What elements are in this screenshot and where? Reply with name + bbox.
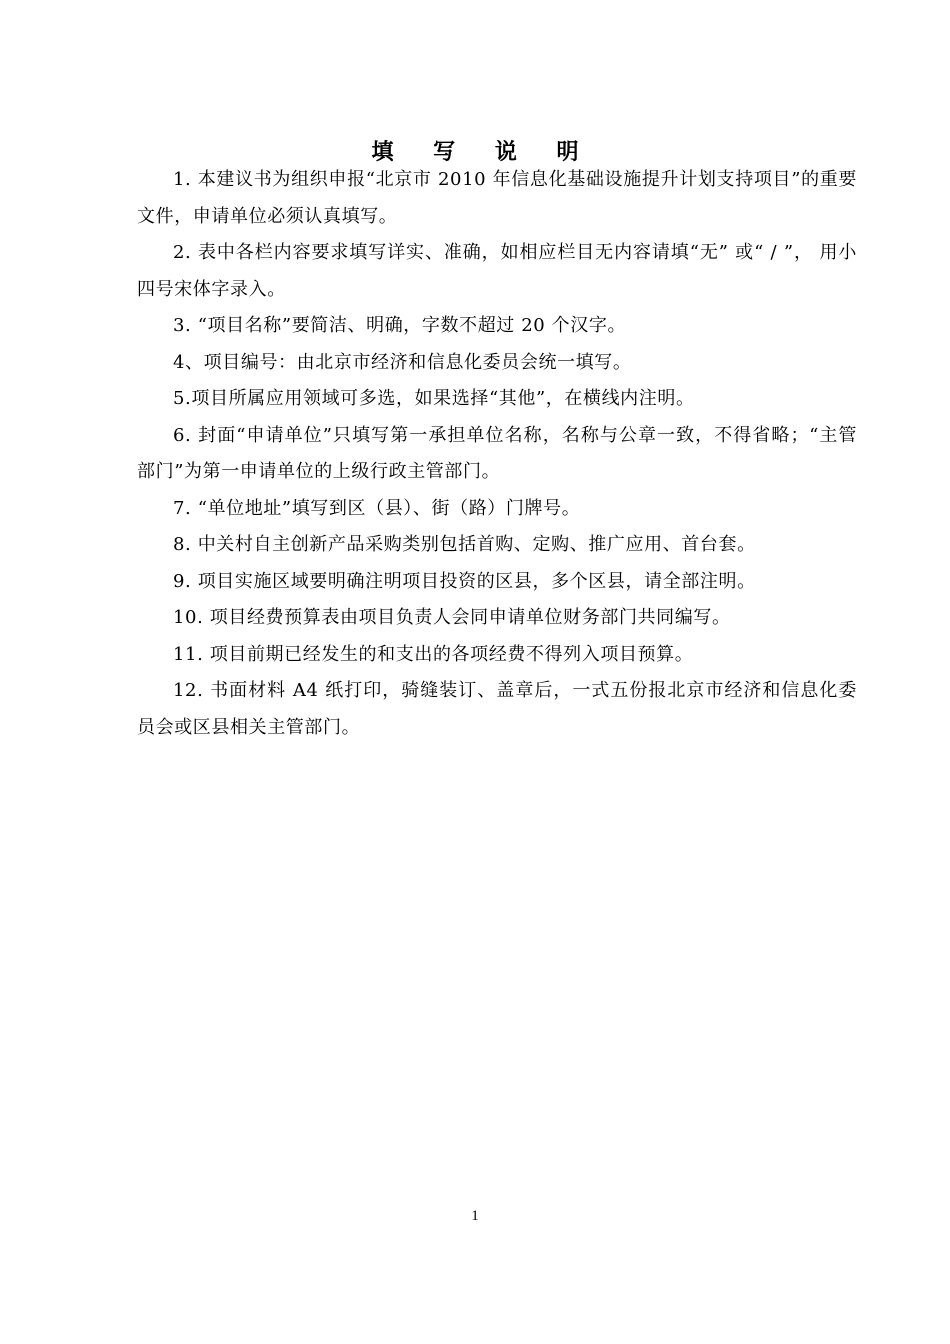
instruction-item: 12. 书面材料 A4 纸打印，骑缝装订、盖章后，一式五份报北京市经济和信息化委员会或区县相关主管部门。	[137, 680, 857, 738]
instruction-item: 4、项目编号：由北京市经济和信息化委员会统一填写。	[173, 351, 632, 373]
instructions-body	[137, 162, 857, 746]
instruction-item: 1. 本建议书为组织申报“北京市 2010 年信息化基础设施提升计划支持项目”的重要文件，申请单位必须认真填写。	[137, 169, 857, 227]
page-title: 填 写 说 明	[371, 139, 595, 165]
instruction-item: 7. “单位地址”填写到区（县）、街（路）门牌号。	[173, 497, 581, 519]
page-number: 1	[471, 1208, 479, 1224]
instruction-item: 9. 项目实施区域要明确注明项目投资的区县，多个区县，请全部注明。	[173, 570, 756, 592]
instruction-item: 3. “项目名称”要简洁、明确，字数不超过 20 个汉字。	[173, 315, 627, 336]
instruction-item: 2. 表中各栏内容要求填写详实、准确，如相应栏目无内容请填“无” 或“ / ”， 用小四号宋体字录入。	[137, 242, 857, 300]
instruction-item: 6. 封面“申请单位”只填写第一承担单位名称，名称与公章一致，不得省略；“主管部门”为第一申请单位的上级行政主管部门。	[137, 424, 857, 482]
instruction-item: 5.项目所属应用领域可多选，如果选择“其他”，在横线内注明。	[173, 388, 695, 409]
instruction-item: 8. 中关村自主创新产品采购类别包括首购、定购、推广应用、首台套。	[173, 534, 756, 555]
instruction-item: 10. 项目经费预算表由项目负责人会同申请单位财务部门共同编写。	[173, 607, 731, 628]
instruction-item: 11. 项目前期已经发生的和支出的各项经费不得列入项目预算。	[173, 643, 694, 665]
